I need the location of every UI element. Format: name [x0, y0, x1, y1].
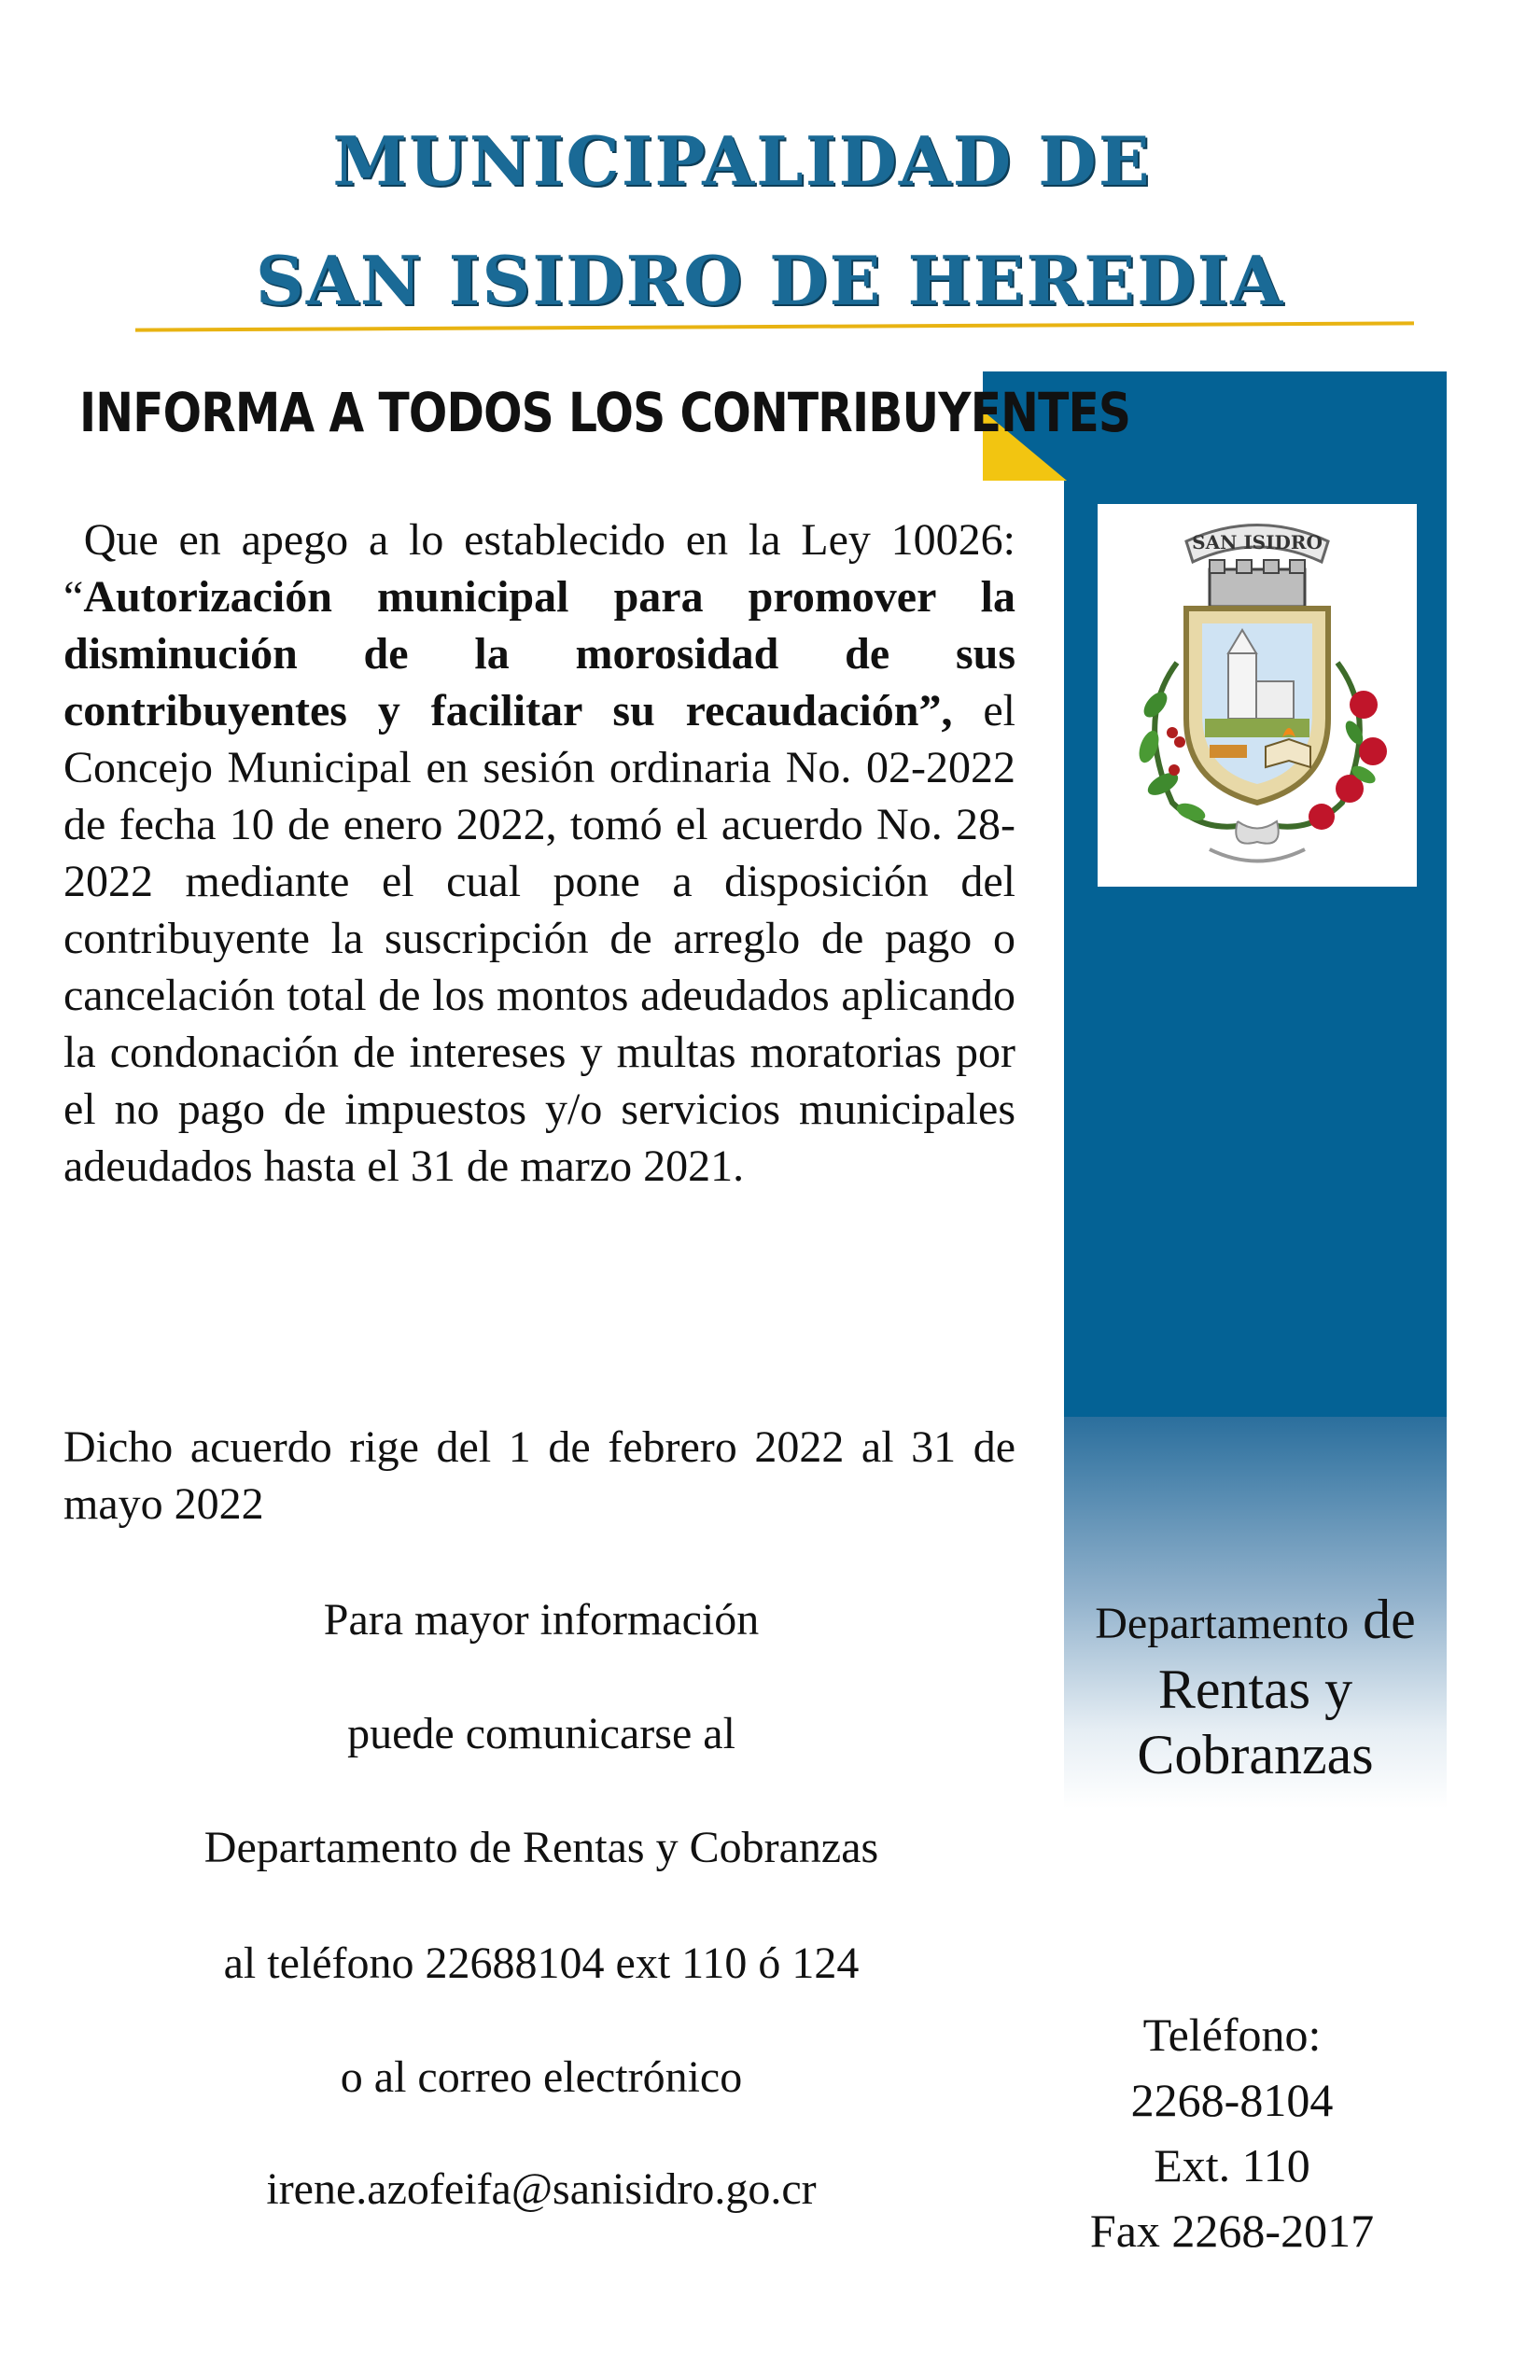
contact-line-2: puede comunicarse al	[347, 1709, 735, 1758]
contact-phone: al teléfono 22688104 ext 110 ó 124	[223, 1939, 860, 1988]
contact-line-5: o al correo electrónico	[340, 2052, 743, 2102]
fax-number: Fax 2268-2017	[1089, 2205, 1375, 2257]
notice-body	[63, 511, 1015, 1195]
dept-word: Departamento	[1095, 1599, 1350, 1648]
title-underline	[135, 321, 1414, 331]
title-line-1: MUNICIPALIDAD DE	[332, 121, 1152, 201]
contact-line-3: Departamento de Rentas y Cobranzas	[203, 1823, 879, 1872]
logo-banner-text: SAN ISIDRO	[1192, 531, 1323, 553]
validity-paragraph: Dicho acuerdo rige del 1 de febrero 2022 al 31 de mayo 2022	[63, 1422, 1015, 1529]
notice-heading: INFORMA A TODOS LOS CONTRIBUYENTES	[79, 381, 1131, 444]
coat-of-arms-icon	[1098, 504, 1417, 887]
phone-number: 2268-8104	[1130, 2074, 1334, 2126]
contact-line-1: Para mayor información	[323, 1595, 760, 1645]
law-title: Autorización municipal para promover la disminución de la morosidad de sus contribuyentes y facilitar su recaudación”,	[63, 572, 1015, 735]
body-rest: el Concejo Municipal en sesión ordinaria No. 02-2022 de fecha 10 de enero 2022, tomó el acuerdo No. 28-2022 mediante el cual pone a disposición del contribuyente la suscripción de arreglo de pago o cancelación total de los montos adeudados aplicando la condonación de intereses y multas moratorias por el no pago de impuestos y/o servicios municipales adeudados hasta el 31 de marzo 2021.	[63, 686, 1015, 1191]
dept-de: de	[1363, 1589, 1416, 1650]
contact-email: irene.azofeifa@sanisidro.go.cr	[266, 2164, 817, 2214]
phone-label: Teléfono:	[1142, 2009, 1322, 2061]
dept-line-3: Cobranzas	[1137, 1724, 1374, 1785]
body-intro: Que en apego a lo establecido en la Ley 10026: “	[63, 515, 1015, 622]
municipal-coat-of-arms	[1098, 504, 1417, 887]
dept-line-2: Rentas y	[1157, 1659, 1353, 1720]
phone-ext: Ext. 110	[1154, 2139, 1310, 2191]
sidebar-contact	[1045, 2002, 1419, 2263]
title-line-2: SAN ISIDRO DE HEREDIA	[255, 241, 1285, 320]
department-name	[1045, 1587, 1465, 1787]
